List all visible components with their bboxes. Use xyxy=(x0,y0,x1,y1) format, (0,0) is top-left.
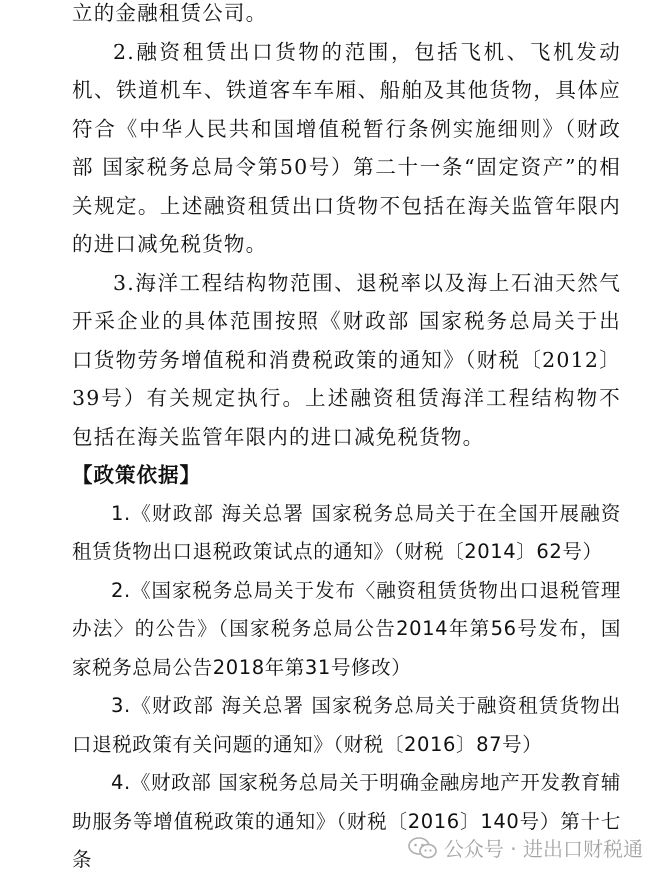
paragraph-2: 2.融资租赁出口货物的范围，包括飞机、飞机发动机、铁道机车、铁道客车车厢、船舶及其他货物，具体应符合《中华人民共和国增值税暂行条例实施细则》（财政部 国家税务总局令第50号）第二十一条“固定资产”的相关规定。上述融资租赁出口货物不包括在海关监管年限内的进口减免税货物。 xyxy=(72,39,621,256)
watermark xyxy=(408,833,643,862)
paragraph-3: 3.海洋工程结构物范围、退税率以及海上石油天然气开采企业的具体范围按照《财政部 国家税务总局关于出口货物劳务增值税和消费税政策的通知》（财税〔2012〕39号）有关规定执行。上述融资租赁海洋工程结构物不包括在海关监管年限内的进口减免税货物。 xyxy=(72,270,621,449)
section-heading-policy-basis: 【政策依据】 xyxy=(72,463,201,487)
paragraph-continuation: 立的金融租赁公司。 xyxy=(72,1,268,25)
basis-item-1: 1.《财政部 海关总署 国家税务总局关于在全国开展融资租赁货物出口退税政策试点的通知》（财税〔2014〕62号） xyxy=(72,501,621,563)
basis-item-2: 2.《国家税务总局关于发布〈融资租赁货物出口退税管理办法〉的公告》（国家税务总局公告2014年第56号发布，国家税务总局公告2018年第31号修改） xyxy=(72,578,621,679)
wechat-icon xyxy=(408,836,438,860)
basis-item-4: 4.《财政部 国家税务总局关于明确金融房地产开发教育辅助服务等增值税政策的通知》（财税〔2016〕140号）第十七条 xyxy=(72,771,621,871)
watermark-label: 公众号 · 进出口财税通 xyxy=(443,837,643,861)
basis-item-3: 3.《财政部 海关总署 国家税务总局关于融资租赁货物出口退税政策有关问题的通知》（财税〔2016〕87号） xyxy=(72,694,621,756)
